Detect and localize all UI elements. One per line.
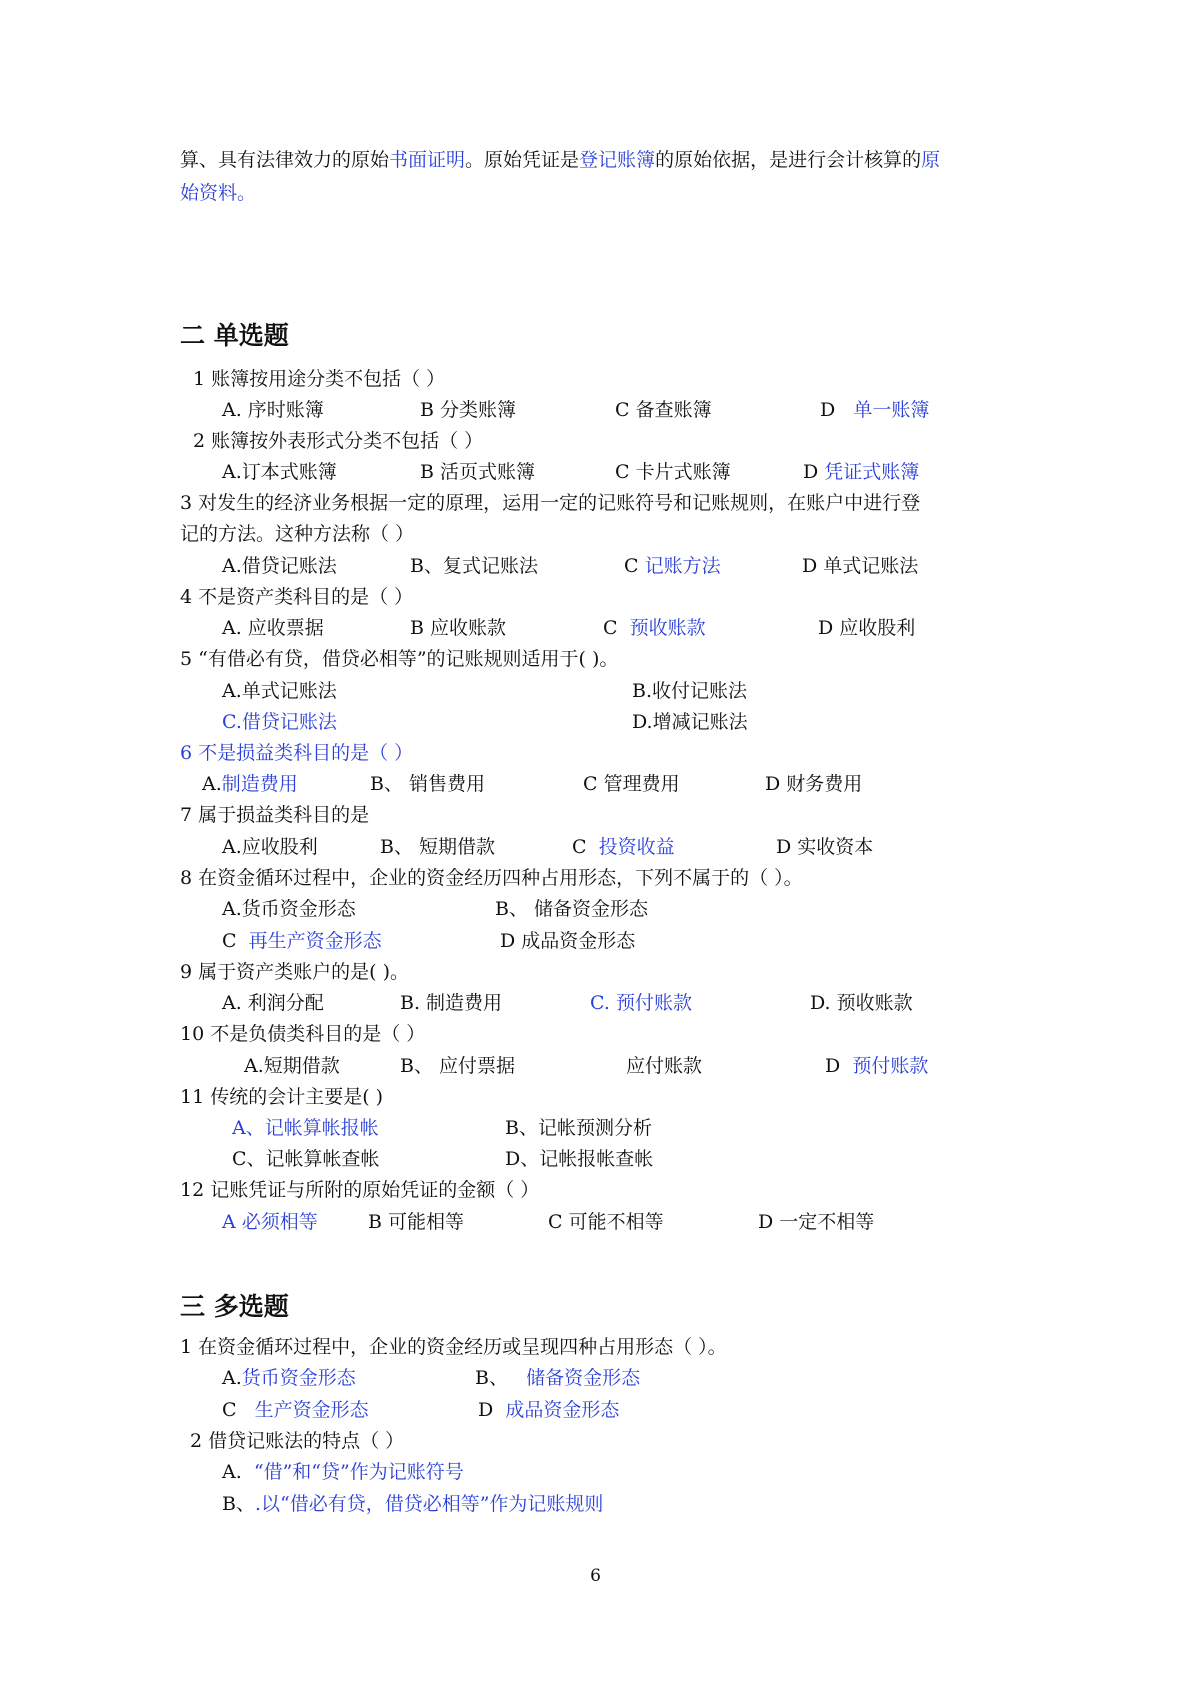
option-c-answer: C. 预付账款 <box>590 992 692 1014</box>
option-b: B. 制造费用 <box>400 992 503 1014</box>
single-q1-stem: 1 账簿按用途分类不包括（ ） <box>193 368 446 390</box>
answer-text: 货币资金形态 <box>241 1367 356 1389</box>
single-q6-stem: 6 不是损益类科目的是（ ） <box>180 742 414 764</box>
option-d: D 应收股利 <box>818 617 916 639</box>
option-label: D <box>803 461 819 483</box>
option-label: C <box>572 836 587 858</box>
intro-text: 算、具有法律效力的原始 <box>180 149 390 171</box>
option-c: C 管理费用 <box>583 773 680 795</box>
single-q10-stem: 10 不是负债类科目的是（ ） <box>180 1023 426 1045</box>
option-d: D 成品资金形态 <box>500 930 636 952</box>
multi-q2-option-b <box>222 1491 603 1517</box>
option-d: D.增减记账法 <box>632 711 748 733</box>
option-b: B 分类账簿 <box>420 399 517 421</box>
option-b: B 可能相等 <box>368 1211 465 1233</box>
option-b: B、 销售费用 <box>370 773 486 795</box>
intro-line-2[interactable]: 始资料。 <box>180 182 257 204</box>
intro-link-register-books[interactable]: 登记账簿 <box>579 149 656 171</box>
option-a: A.应收股利 <box>222 836 318 858</box>
option-a: A.单式记账法 <box>222 680 337 702</box>
answer-text: 储备资金形态 <box>526 1367 641 1389</box>
option-d: D 财务费用 <box>765 773 863 795</box>
answer-text: 投资收益 <box>598 836 675 858</box>
option-d <box>803 459 919 485</box>
option-a: A. 利润分配 <box>222 992 324 1014</box>
option-label: B、 <box>475 1367 508 1389</box>
option-a <box>202 771 298 797</box>
option-label: B、 <box>222 1493 255 1515</box>
intro-link-original[interactable]: 原 <box>921 149 941 171</box>
single-q7-stem: 7 属于损益类科目的是 <box>180 804 370 826</box>
option-label: D <box>478 1399 494 1421</box>
option-b: B.收付记账法 <box>632 680 748 702</box>
intro-line-1 <box>180 147 940 173</box>
option-a: A.货币资金形态 <box>222 898 356 920</box>
option-b: B、 储备资金形态 <box>495 898 649 920</box>
option-label: D <box>825 1055 841 1077</box>
multi-q1-stem: 1 在资金循环过程中，企业的资金经历或呈现四种占用形态（ ）。 <box>180 1336 727 1358</box>
single-q5-stem: 5 “有借必有贷，借贷必相等”的记账规则适用于( )。 <box>180 648 619 670</box>
option-c-answer: C.借贷记账法 <box>222 711 337 733</box>
option-a <box>222 1365 356 1391</box>
option-label: C <box>222 930 237 952</box>
option-label: C <box>624 555 639 577</box>
intro-link-written-proof[interactable]: 书面证明 <box>389 149 466 171</box>
single-q8-stem: 8 在资金循环过程中，企业的资金经历四种占用形态，下列不属于的（ ）。 <box>180 867 803 889</box>
option-label: A. <box>202 773 222 795</box>
option-a: A. 序时账簿 <box>222 399 324 421</box>
option-c: 应付账款 <box>626 1055 703 1077</box>
answer-text: 预收账款 <box>629 617 706 639</box>
option-b: B、 应付票据 <box>400 1055 516 1077</box>
option-b: B 活页式账簿 <box>420 461 536 483</box>
answer-text: 制造费用 <box>221 773 298 795</box>
option-c <box>222 928 382 954</box>
option-d: D 实收资本 <box>776 836 874 858</box>
single-q12-stem: 12 记账凭证与所附的原始凭证的金额（ ） <box>180 1179 540 1201</box>
option-d <box>825 1053 928 1079</box>
option-a: A. 应收票据 <box>222 617 324 639</box>
option-b: B、记帐预测分析 <box>505 1117 652 1139</box>
option-b: B、复式记账法 <box>410 555 538 577</box>
option-label: D <box>820 399 836 421</box>
option-d <box>820 397 929 423</box>
option-d: D、记帐报帐查帐 <box>505 1148 654 1170</box>
section-heading-multi: 三 多选题 <box>180 1292 289 1321</box>
single-q3-stem-1: 3 对发生的经济业务根据一定的原理，运用一定的记账符号和记账规则，在账户中进行登 <box>180 492 921 514</box>
answer-text: 成品资金形态 <box>505 1399 620 1421</box>
option-a: A.短期借款 <box>244 1055 340 1077</box>
single-q4-stem: 4 不是资产类科目的是（ ） <box>180 586 414 608</box>
option-c: C、记帐算帐查帐 <box>232 1148 380 1170</box>
option-d: D 一定不相等 <box>758 1211 875 1233</box>
option-label: C <box>603 617 618 639</box>
option-label: A. <box>222 1367 242 1389</box>
intro-text: 的原始依据，是进行会计核算的 <box>655 149 922 171</box>
option-c <box>222 1397 369 1423</box>
option-label: A. <box>222 1461 242 1483</box>
option-d: D. 预收账款 <box>810 992 913 1014</box>
option-a: A.订本式账簿 <box>222 461 337 483</box>
option-c: C 备查账簿 <box>615 399 712 421</box>
option-a-answer: A、记帐算帐报帐 <box>232 1117 379 1139</box>
option-d <box>478 1397 619 1423</box>
single-q9-stem: 9 属于资产类账户的是( )。 <box>180 961 409 983</box>
answer-text: 单一账簿 <box>853 399 930 421</box>
single-q11-stem: 11 传统的会计主要是( ) <box>180 1086 384 1108</box>
answer-text: 凭证式账簿 <box>824 461 920 483</box>
multi-q2-option-a <box>222 1459 464 1485</box>
answer-text: 预付账款 <box>852 1055 929 1077</box>
answer-text: “借”和“贷”作为记账符号 <box>253 1461 464 1483</box>
single-q3-stem-2: 记的方法。这种方法称（ ） <box>180 523 415 545</box>
option-c: C 可能不相等 <box>548 1211 664 1233</box>
multi-q2-stem: 2 借贷记账法的特点（ ） <box>190 1430 405 1452</box>
single-q2-stem: 2 账簿按外表形式分类不包括（ ） <box>193 430 484 452</box>
section-heading-single: 二 单选题 <box>180 321 289 350</box>
option-b: B、 短期借款 <box>380 836 496 858</box>
option-b: B 应收账款 <box>410 617 507 639</box>
answer-text: 记账方法 <box>644 555 721 577</box>
option-c <box>572 834 675 860</box>
answer-text: 生产资金形态 <box>254 1399 369 1421</box>
option-b <box>475 1365 640 1391</box>
option-a-answer: A 必须相等 <box>222 1211 318 1233</box>
page-number: 6 <box>590 1566 601 1586</box>
option-a: A.借贷记账法 <box>222 555 337 577</box>
option-c <box>603 615 706 641</box>
option-c <box>624 553 721 579</box>
answer-text: .以“借必有贷，借贷必相等”作为记账规则 <box>254 1493 604 1515</box>
answer-text: 再生产资金形态 <box>248 930 382 952</box>
option-c: C 卡片式账簿 <box>615 461 731 483</box>
intro-text: 。原始凭证是 <box>465 149 580 171</box>
option-d: D 单式记账法 <box>802 555 919 577</box>
option-label: C <box>222 1399 237 1421</box>
